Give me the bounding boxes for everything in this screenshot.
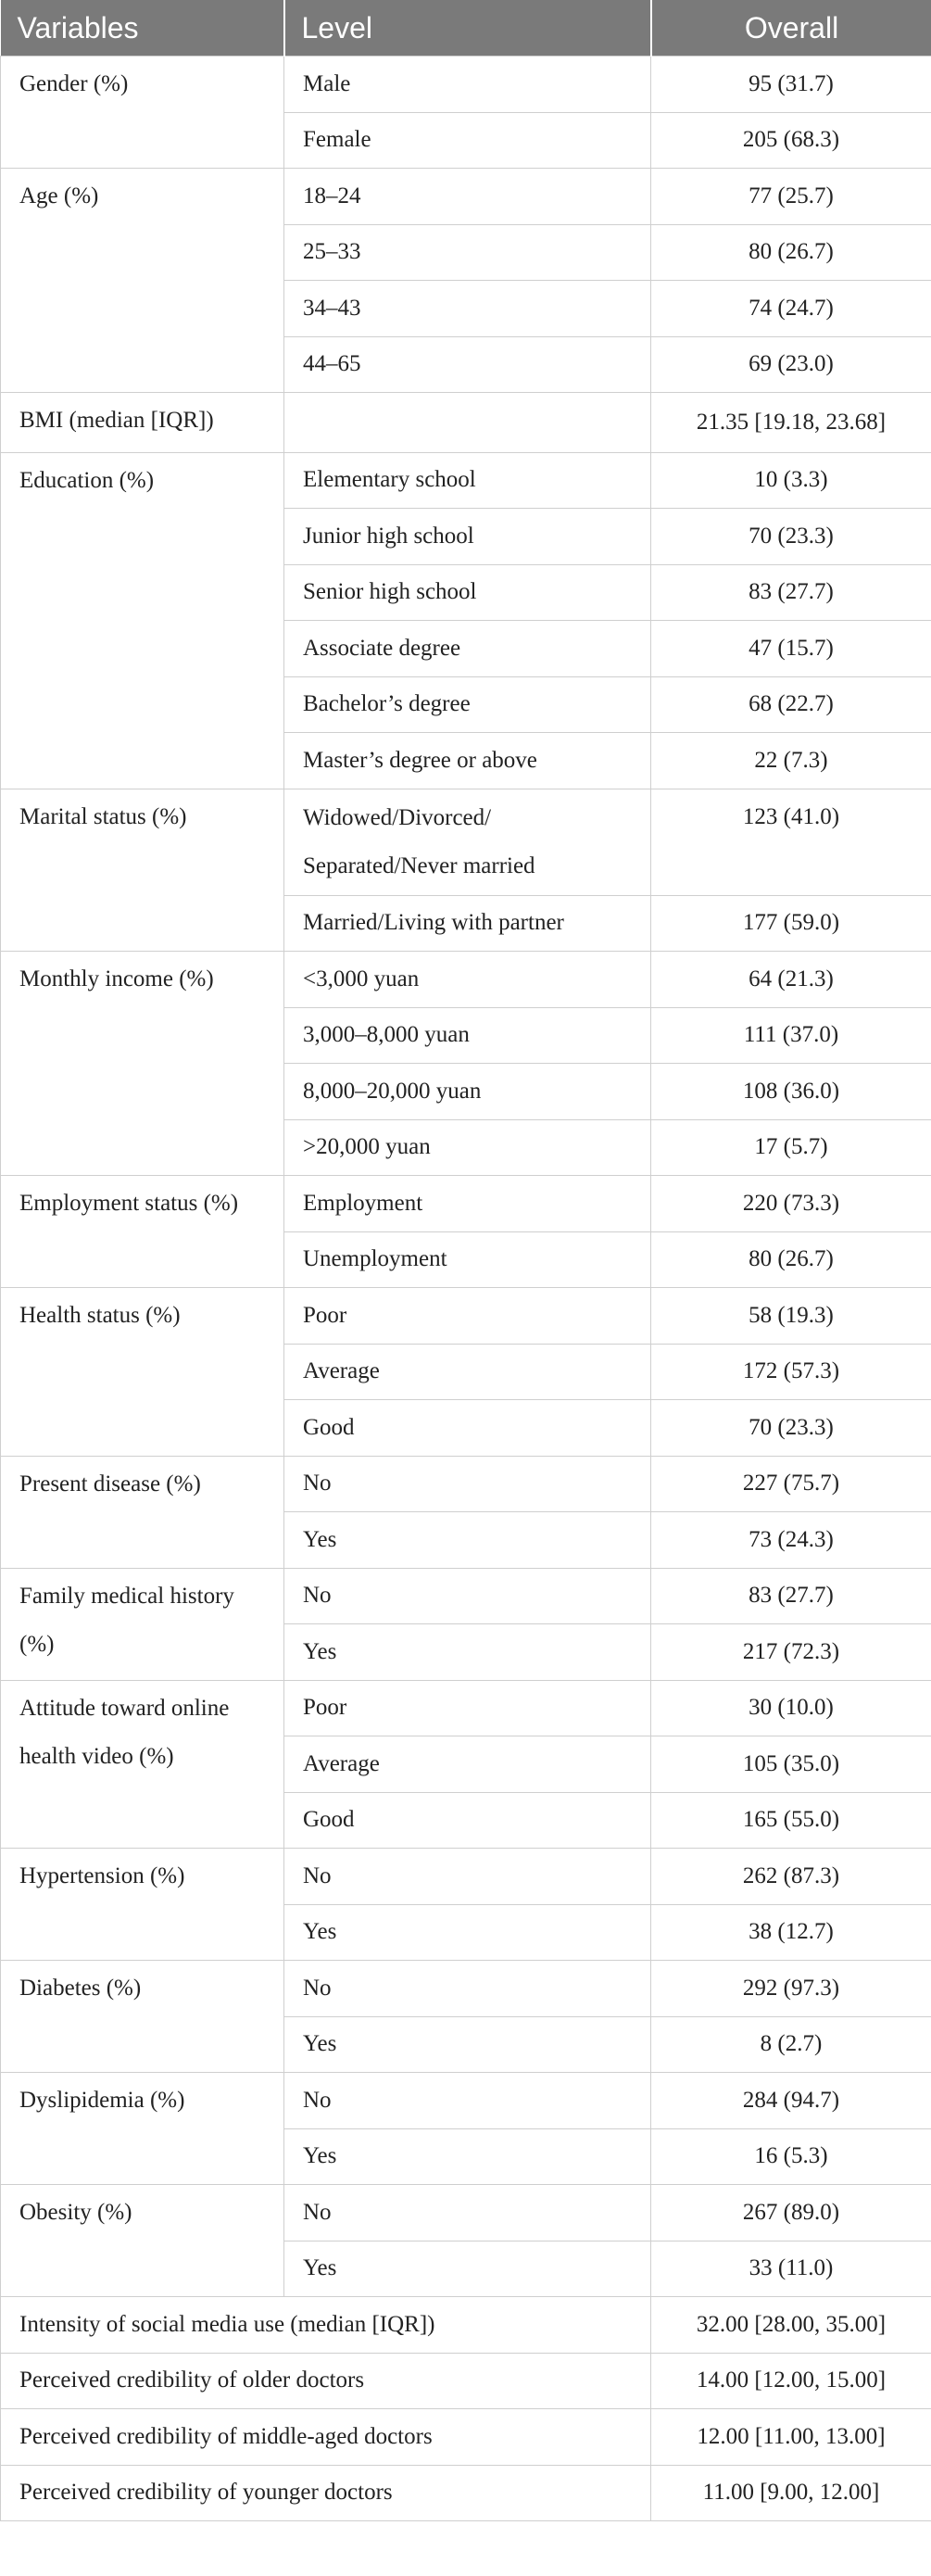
- overall-cell: 111 (37.0): [651, 1007, 931, 1064]
- table-row: [1, 169, 931, 225]
- overall-cell: 220 (73.3): [651, 1176, 931, 1232]
- overall-cell: 95 (31.7): [651, 57, 931, 113]
- summary-variable-cell: Perceived credibility of younger doctors: [1, 2465, 651, 2521]
- table-row: [1, 1456, 931, 1512]
- level-cell: Yes: [284, 1904, 651, 1961]
- overall-cell: 11.00 [9.00, 12.00]: [651, 2465, 931, 2521]
- overall-cell: 22 (7.3): [651, 733, 931, 789]
- level-cell: 3,000–8,000 yuan: [284, 1007, 651, 1064]
- level-cell: No: [284, 2185, 651, 2241]
- variable-cell: BMI (median [IQR]): [1, 393, 284, 453]
- overall-cell: 47 (15.7): [651, 621, 931, 677]
- overall-cell: 108 (36.0): [651, 1064, 931, 1120]
- level-cell: Married/Living with partner: [284, 895, 651, 952]
- level-cell: Average: [284, 1736, 651, 1793]
- overall-cell: 33 (11.0): [651, 2241, 931, 2297]
- overall-cell: 16 (5.3): [651, 2128, 931, 2185]
- variable-cell: Diabetes (%): [1, 1961, 284, 2073]
- overall-cell: 17 (5.7): [651, 1119, 931, 1176]
- level-cell: Elementary school: [284, 452, 651, 509]
- level-cell: Yes: [284, 2016, 651, 2073]
- variable-cell: Dyslipidemia (%): [1, 2073, 284, 2185]
- overall-cell: 70 (23.3): [651, 1400, 931, 1457]
- overall-cell: 177 (59.0): [651, 895, 931, 952]
- overall-cell: 12.00 [11.00, 13.00]: [651, 2409, 931, 2466]
- level-cell: Poor: [284, 1680, 651, 1736]
- overall-cell: 83 (27.7): [651, 1568, 931, 1624]
- overall-cell: 8 (2.7): [651, 2016, 931, 2073]
- level-cell: Employment: [284, 1176, 651, 1232]
- overall-cell: 83 (27.7): [651, 564, 931, 621]
- level-cell: 8,000–20,000 yuan: [284, 1064, 651, 1120]
- summary-variable-cell: Perceived credibility of older doctors: [1, 2353, 651, 2409]
- table-body: [1, 57, 931, 2521]
- variable-cell: Health status (%): [1, 1288, 284, 1457]
- level-cell: Associate degree: [284, 621, 651, 677]
- table-row: [1, 1568, 931, 1624]
- table-row: [1, 393, 931, 453]
- overall-cell: 205 (68.3): [651, 112, 931, 169]
- overall-cell: 58 (19.3): [651, 1288, 931, 1345]
- variable-cell: Attitude toward online health video (%): [1, 1680, 284, 1849]
- table-row: [1, 2409, 931, 2466]
- level-cell: >20,000 yuan: [284, 1119, 651, 1176]
- table-row: [1, 452, 931, 509]
- variable-cell: Employment status (%): [1, 1176, 284, 1288]
- level-cell: No: [284, 1456, 651, 1512]
- overall-cell: 68 (22.7): [651, 676, 931, 733]
- table-row: [1, 952, 931, 1008]
- variable-cell: Marital status (%): [1, 789, 284, 952]
- table-row: [1, 1288, 931, 1345]
- table-header: [1, 0, 931, 57]
- summary-variable-cell: Intensity of social media use (median [IQR]): [1, 2297, 651, 2354]
- table-row: [1, 2353, 931, 2409]
- variable-cell: Present disease (%): [1, 1456, 284, 1568]
- overall-cell: 292 (97.3): [651, 1961, 931, 2017]
- level-cell: No: [284, 1849, 651, 1905]
- level-cell: Junior high school: [284, 509, 651, 565]
- variable-cell: Hypertension (%): [1, 1849, 284, 1961]
- level-cell: Poor: [284, 1288, 651, 1345]
- level-cell: Yes: [284, 2128, 651, 2185]
- overall-cell: 80 (26.7): [651, 224, 931, 281]
- variable-cell: Family medical history (%): [1, 1568, 284, 1680]
- variable-cell: Age (%): [1, 169, 284, 393]
- level-cell: Bachelor’s degree: [284, 676, 651, 733]
- overall-cell: 172 (57.3): [651, 1344, 931, 1400]
- table-row: [1, 2073, 931, 2129]
- overall-cell: 123 (41.0): [651, 789, 931, 895]
- level-cell: Yes: [284, 2241, 651, 2297]
- overall-cell: 262 (87.3): [651, 1849, 931, 1905]
- overall-cell: 70 (23.3): [651, 509, 931, 565]
- overall-cell: 74 (24.7): [651, 281, 931, 337]
- level-cell: Unemployment: [284, 1231, 651, 1288]
- variable-cell: Education (%): [1, 452, 284, 789]
- level-cell: 25–33: [284, 224, 651, 281]
- level-cell: 34–43: [284, 281, 651, 337]
- overall-cell: 77 (25.7): [651, 169, 931, 225]
- header-variables: Variables: [1, 0, 284, 57]
- level-cell: Yes: [284, 1624, 651, 1681]
- overall-cell: 267 (89.0): [651, 2185, 931, 2241]
- level-cell: 44–65: [284, 336, 651, 393]
- level-cell: Master’s degree or above: [284, 733, 651, 789]
- level-cell: Good: [284, 1792, 651, 1849]
- level-cell: Female: [284, 112, 651, 169]
- variable-cell: Monthly income (%): [1, 952, 284, 1176]
- variable-cell: Gender (%): [1, 57, 284, 169]
- level-cell: [284, 393, 651, 453]
- overall-cell: 64 (21.3): [651, 952, 931, 1008]
- table-row: [1, 57, 931, 113]
- level-cell: No: [284, 2073, 651, 2129]
- summary-variable-cell: Perceived credibility of middle-aged doctors: [1, 2409, 651, 2466]
- header-overall: Overall: [651, 0, 931, 57]
- overall-cell: 227 (75.7): [651, 1456, 931, 1512]
- table-row: [1, 2185, 931, 2241]
- table-row: [1, 2465, 931, 2521]
- table-row: [1, 789, 931, 895]
- overall-cell: 32.00 [28.00, 35.00]: [651, 2297, 931, 2354]
- overall-cell: 73 (24.3): [651, 1512, 931, 1569]
- overall-cell: 30 (10.0): [651, 1680, 931, 1736]
- overall-cell: 38 (12.7): [651, 1904, 931, 1961]
- overall-cell: 10 (3.3): [651, 452, 931, 509]
- overall-cell: 217 (72.3): [651, 1624, 931, 1681]
- level-cell: Senior high school: [284, 564, 651, 621]
- table-row: [1, 1680, 931, 1736]
- header-level: Level: [284, 0, 651, 57]
- level-cell: No: [284, 1568, 651, 1624]
- level-cell: Average: [284, 1344, 651, 1400]
- table-row: [1, 1176, 931, 1232]
- overall-cell: 14.00 [12.00, 15.00]: [651, 2353, 931, 2409]
- overall-cell: 21.35 [19.18, 23.68]: [651, 393, 931, 453]
- level-cell: No: [284, 1961, 651, 2017]
- level-cell: Widowed/Divorced/ Separated/Never married: [284, 789, 651, 895]
- table-row: [1, 1961, 931, 2017]
- level-cell: <3,000 yuan: [284, 952, 651, 1008]
- overall-cell: 80 (26.7): [651, 1231, 931, 1288]
- header-row: [1, 0, 931, 57]
- variable-cell: Obesity (%): [1, 2185, 284, 2297]
- table-row: [1, 1849, 931, 1905]
- level-cell: 18–24: [284, 169, 651, 225]
- overall-cell: 105 (35.0): [651, 1736, 931, 1793]
- table-row: [1, 2297, 931, 2354]
- level-cell: Male: [284, 57, 651, 113]
- level-cell: Yes: [284, 1512, 651, 1569]
- overall-cell: 165 (55.0): [651, 1792, 931, 1849]
- overall-cell: 69 (23.0): [651, 336, 931, 393]
- level-cell: Good: [284, 1400, 651, 1457]
- overall-cell: 284 (94.7): [651, 2073, 931, 2129]
